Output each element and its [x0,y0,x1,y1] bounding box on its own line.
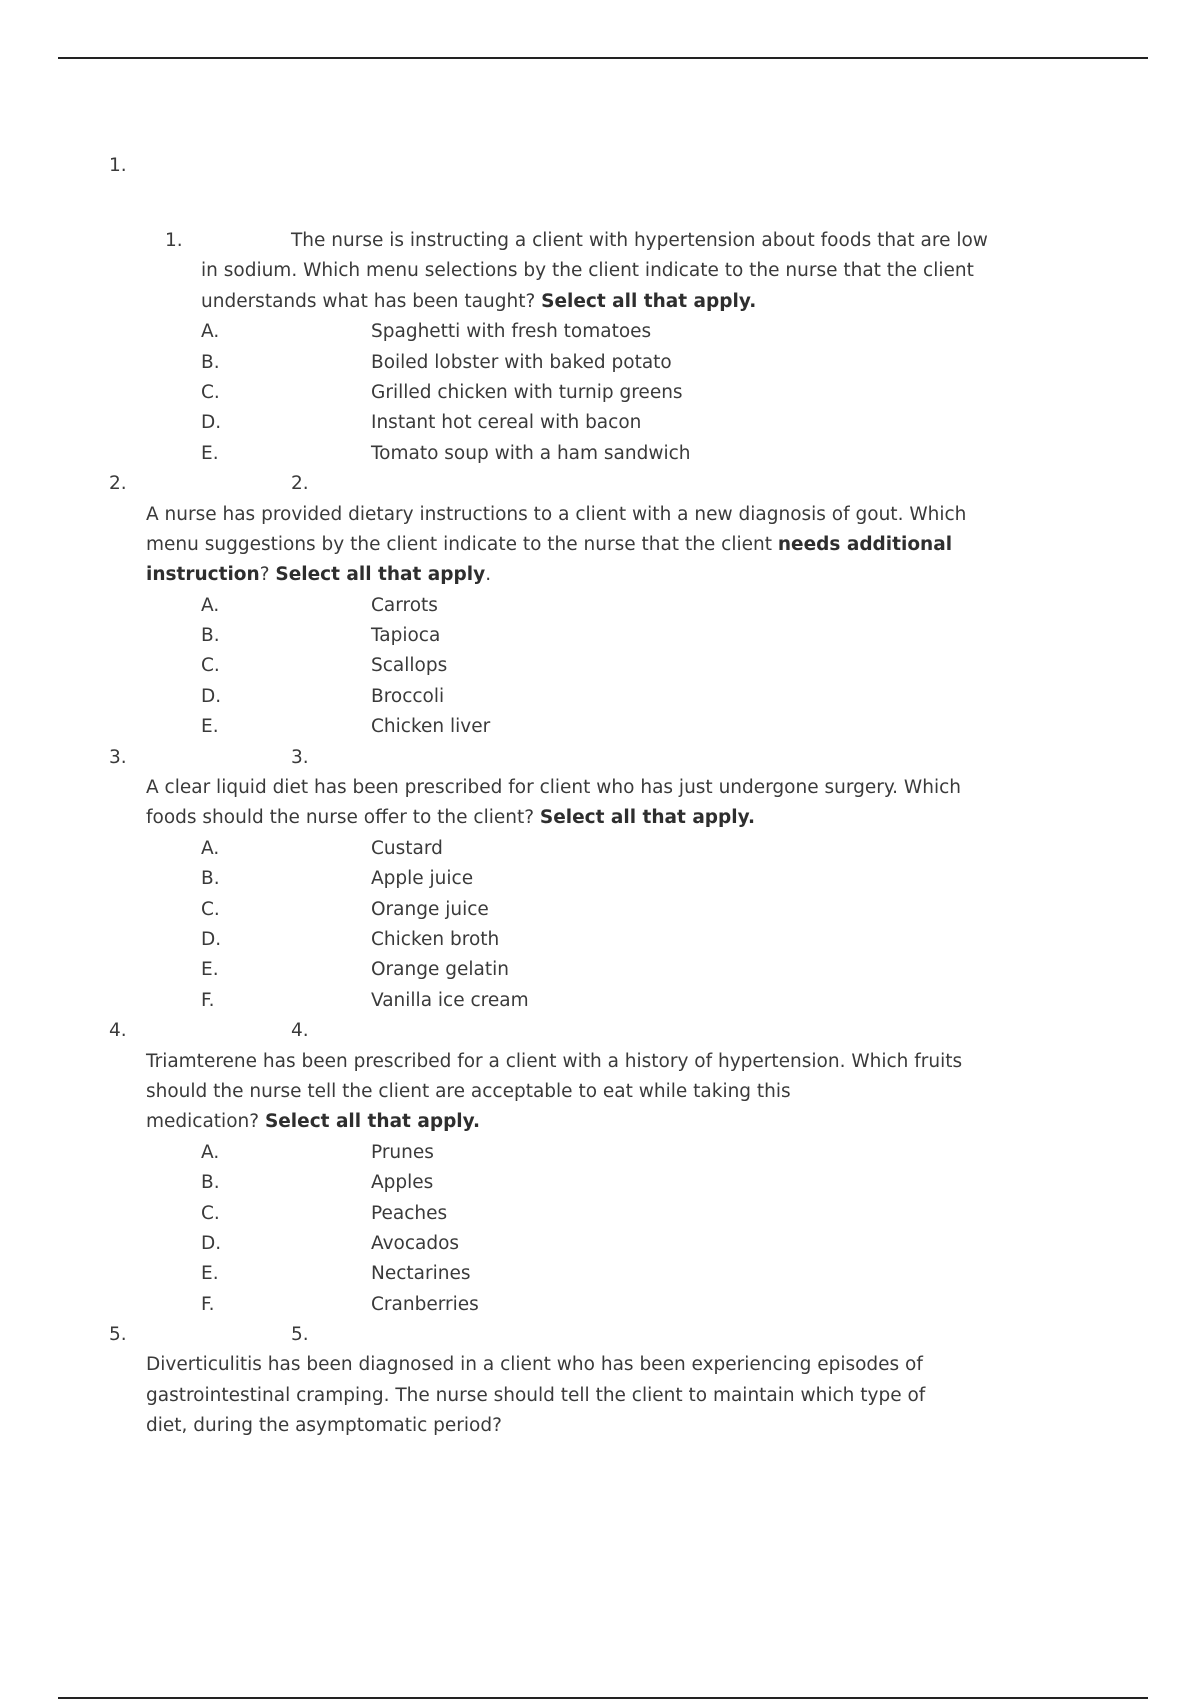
option-text: Peaches [371,1202,448,1224]
answer-option [0,651,1200,681]
option-letter: A. [201,321,220,343]
answer-option [0,1259,1200,1289]
question-text-line [146,1411,502,1441]
question-text-line [146,1107,480,1137]
question-outer-number: 3. [109,746,127,768]
question-text: ? [259,564,276,586]
answer-option [0,317,1200,347]
option-letter: B. [201,868,220,890]
emphasis-text: Select all that apply. [541,290,757,312]
question-line [0,1411,1200,1441]
question-text: menu suggestions by the client indicate to the nurse that the client [146,533,778,555]
option-letter: F. [201,1293,215,1315]
question-line [0,500,1200,530]
option-letter: D. [201,412,222,434]
answer-option [0,408,1200,438]
question-line [0,1381,1200,1411]
answer-option [0,1229,1200,1259]
answer-option [0,1138,1200,1168]
question-text-line [146,773,961,803]
option-text: Spaghetti with fresh tomatoes [371,321,652,343]
question-text: A clear liquid diet has been prescribed for client who has just undergone surgery. Which [146,777,961,799]
emphasis-text: Select all that apply. [264,1111,481,1133]
option-letter: D. [201,1232,222,1254]
question-line [0,1350,1200,1380]
emphasis-text: Select all that apply. [539,807,756,829]
option-letter: C. [201,898,220,920]
question-outer-number: 5. [109,1324,127,1346]
question-inner-number: 2. [291,473,309,495]
option-letter: A. [201,837,220,859]
answer-option [0,834,1200,864]
question-text: Diverticulitis has been diagnosed in a client who has been experiencing episodes of [146,1354,923,1376]
option-letter: E. [201,1263,219,1285]
answer-option [0,1199,1200,1229]
option-text: Tomato soup with a ham sandwich [371,442,691,464]
option-letter: C. [201,655,220,677]
question-line [0,1047,1200,1077]
question-number-line [0,1016,1200,1046]
answer-option [0,439,1200,469]
question-line [0,287,1200,317]
header-rule [58,57,1148,59]
question-text: Triamterene has been prescribed for a client with a history of hypertension. Which fruits [146,1050,963,1072]
option-text: Orange gelatin [371,959,509,981]
answer-option [0,925,1200,955]
option-letter: D. [201,928,222,950]
question-outer-number: 4. [109,1020,127,1042]
answer-option [0,682,1200,712]
option-text: Boiled lobster with baked potato [371,351,672,373]
question-text: gastrointestinal cramping. The nurse should tell the client to maintain which type of [146,1384,926,1406]
question-text-line [146,803,755,833]
question-line [0,773,1200,803]
question-text-line [146,1077,791,1107]
question-text: understands what has been taught? [201,290,542,312]
option-letter: C. [201,381,220,403]
option-text: Apples [371,1172,434,1194]
option-letter: A. [201,594,220,616]
question-text: The nurse is instructing a client with hypertension about foods that are low [291,230,988,251]
question-outer-number: 2. [109,473,127,495]
answer-option [0,1290,1200,1320]
option-letter: C. [201,1202,220,1224]
answer-option [0,378,1200,408]
question-text-line [291,226,988,256]
option-text: Avocados [371,1232,460,1254]
option-letter: D. [201,685,222,707]
question-line [0,560,1200,590]
answer-option [0,864,1200,894]
question-text-line [146,1350,923,1380]
question-text-line [146,560,491,590]
question-inner-number: 3. [291,746,309,768]
answer-option [0,621,1200,651]
question-line [0,530,1200,560]
question-text: in sodium. Which menu selections by the client indicate to the nurse that the client [201,260,974,282]
answer-option [0,986,1200,1016]
option-text: Instant hot cereal with bacon [371,412,642,434]
answer-option [0,1168,1200,1198]
option-letter: B. [201,351,220,373]
option-text: Custard [371,837,443,859]
option-text: Carrots [371,594,438,616]
option-letter: E. [201,442,219,464]
answer-option [0,955,1200,985]
question-number-line [0,469,1200,499]
option-text: Grilled chicken with turnip greens [371,381,683,403]
option-letter: A. [201,1141,220,1163]
question-text: should the nurse tell the client are acceptable to eat while taking this [146,1080,791,1102]
question-inner-number: 5. [291,1324,309,1346]
question-text-line [201,256,974,286]
option-text: Scallops [371,655,448,677]
question-text: diet, during the asymptomatic period? [146,1415,502,1437]
option-letter: B. [201,1172,220,1194]
emphasis-text: needs additional [777,533,953,555]
question-number-line [0,1320,1200,1350]
option-text: Tapioca [371,625,441,647]
question-line [0,803,1200,833]
list-number: 1. [109,155,127,176]
option-text: Chicken broth [371,928,500,950]
option-text: Nectarines [371,1263,471,1285]
emphasis-text: instruction [146,564,260,586]
question-text-line [146,1381,925,1411]
question-text-line [146,500,966,530]
option-text: Cranberries [371,1293,479,1315]
question-line [0,226,1200,256]
emphasis-text: Select all that apply [275,564,486,586]
footer-rule [58,1697,1148,1699]
question-text: foods should the nurse offer to the client? [146,807,540,829]
question-line [0,256,1200,286]
option-letter: B. [201,625,220,647]
option-text: Prunes [371,1141,434,1163]
question-number-line [0,743,1200,773]
question-inner-number: 4. [291,1020,309,1042]
question-number: 1. [165,230,183,251]
option-letter: E. [201,716,219,738]
option-text: Broccoli [371,685,445,707]
question-text: . [485,564,492,586]
option-letter: E. [201,959,219,981]
option-text: Chicken liver [371,716,491,738]
question-line [0,1107,1200,1137]
option-text: Vanilla ice cream [371,989,529,1011]
option-text: Apple juice [371,868,474,890]
answer-option [0,712,1200,742]
option-letter: F. [201,989,215,1011]
question-list [0,226,1200,1442]
answer-option [0,348,1200,378]
option-text: Orange juice [371,898,489,920]
question-text: medication? [146,1111,265,1133]
question-text-line [146,530,952,560]
question-text-line [146,1047,962,1077]
question-text: A nurse has provided dietary instructions to a client with a new diagnosis of gout. Which [146,503,967,525]
answer-option [0,895,1200,925]
answer-option [0,591,1200,621]
question-line [0,1077,1200,1107]
question-text-line [201,287,756,317]
